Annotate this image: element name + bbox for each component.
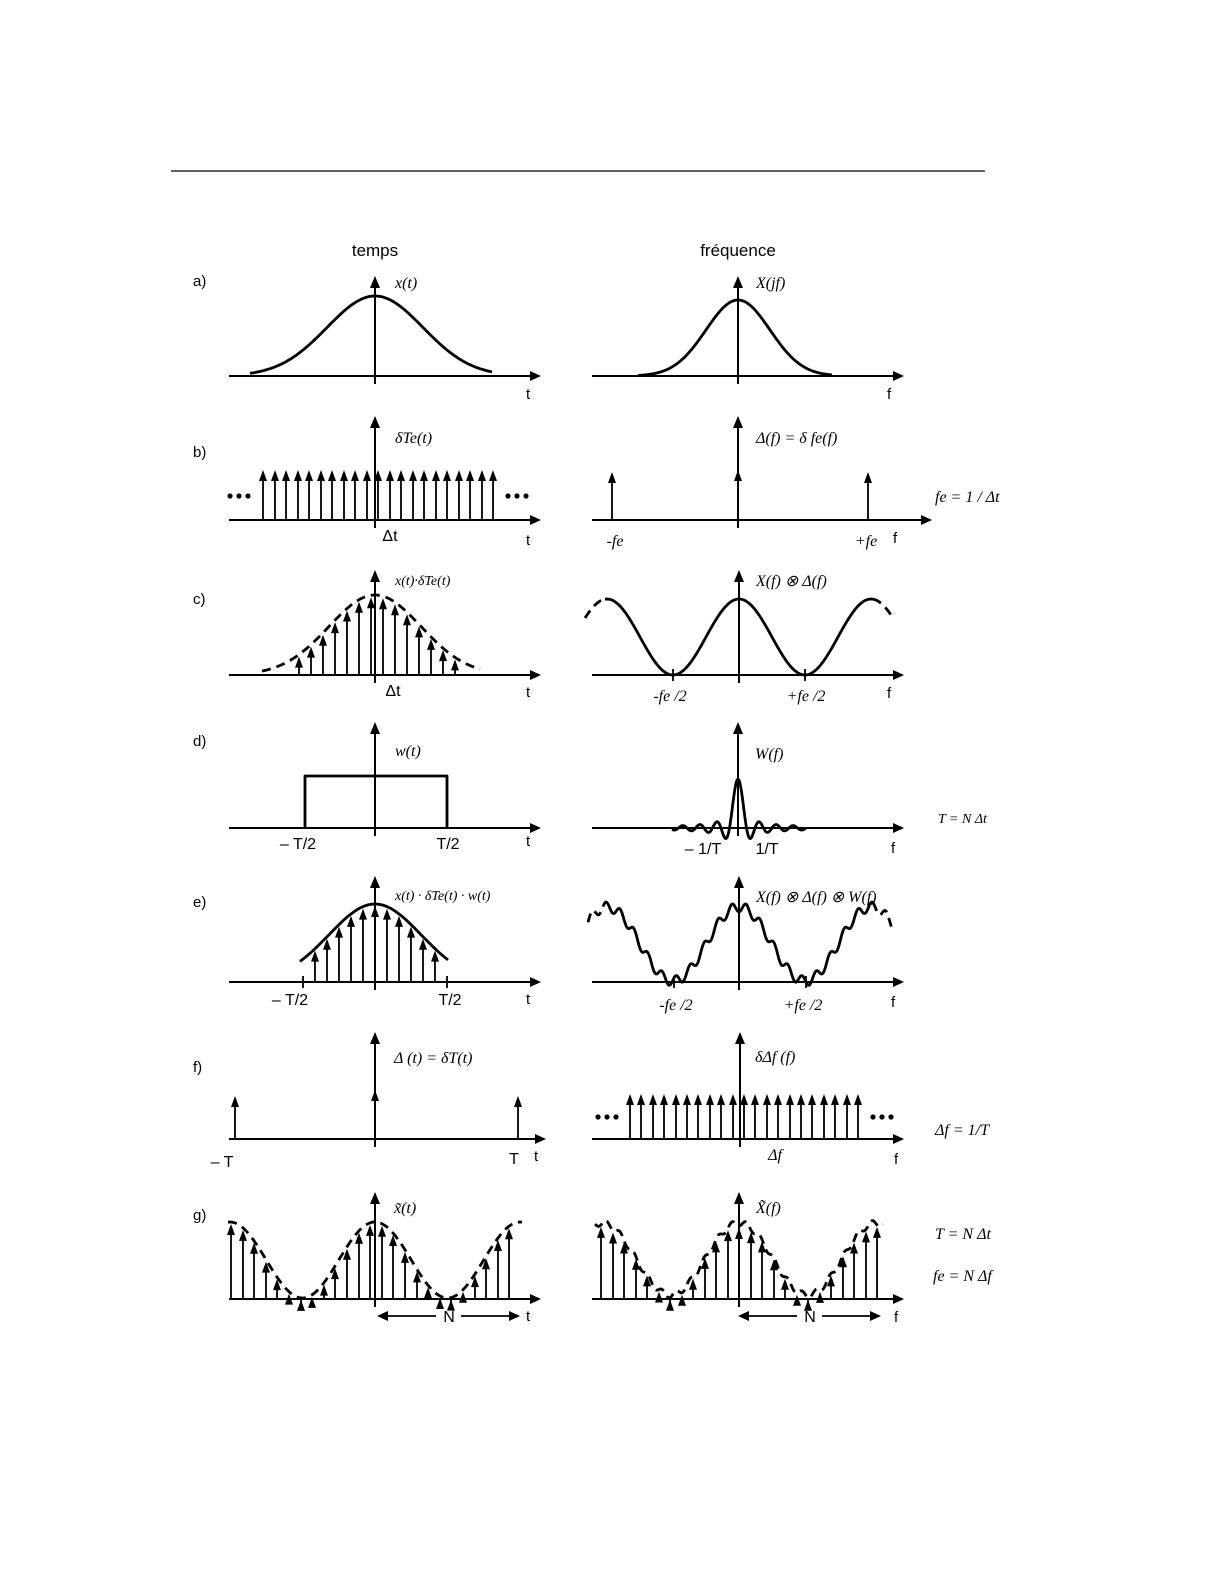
impulse <box>439 650 447 675</box>
impulse <box>391 604 399 675</box>
impulse <box>409 470 417 520</box>
impulse <box>637 1094 645 1139</box>
impulse <box>864 472 872 520</box>
impulse <box>295 657 303 675</box>
ellipsis-dot <box>523 493 528 498</box>
panel-a-time <box>229 275 541 403</box>
impulse <box>259 470 267 520</box>
impulse <box>343 1249 351 1299</box>
impulse <box>432 470 440 520</box>
panel-f-freq-title: δΔf (f) <box>755 1049 796 1066</box>
impulse <box>793 1295 801 1306</box>
ellipsis-dot <box>888 1114 893 1119</box>
ellipsis-dot <box>245 493 250 498</box>
impulse <box>366 1225 374 1299</box>
panel-f-time-title: Δ (t) = δT(t) <box>394 1050 473 1067</box>
time-axis-label-d: t <box>526 833 531 850</box>
impulse <box>311 951 319 982</box>
panel-d-freq <box>592 722 904 858</box>
ellipsis-dot <box>604 1114 609 1119</box>
impulse <box>808 1094 816 1139</box>
impulse <box>328 470 336 520</box>
impulse <box>820 1094 828 1139</box>
impulse <box>451 659 459 675</box>
impulse <box>735 1228 743 1299</box>
impulse <box>317 470 325 520</box>
dashed-rippled-right <box>873 903 894 932</box>
time-axis-label-c: t <box>526 684 531 701</box>
tick-minus-fe-half-c: -fe /2 <box>653 688 687 705</box>
side-note-t-n-dt-d: T = N Δt <box>938 812 987 827</box>
impulse <box>340 470 348 520</box>
impulse <box>466 470 474 520</box>
impulse <box>297 1299 305 1311</box>
panel-e-freq-title: X(f) ⊗ Δ(f) ⊗ W(f) <box>756 889 877 906</box>
gaussian-curve-freq <box>638 300 832 375</box>
impulse <box>389 1235 397 1299</box>
ellipsis-dot <box>514 493 519 498</box>
impulse <box>609 1232 617 1299</box>
panel-f-freq <box>592 1032 904 1168</box>
impulse <box>397 470 405 520</box>
panel-a-time-title: x(t) <box>395 275 418 292</box>
impulse <box>620 1242 628 1299</box>
impulse <box>459 1292 467 1303</box>
time-axis-label-g: t <box>526 1308 531 1325</box>
freq-axis-label-d: f <box>891 840 896 857</box>
panel-label-c: c) <box>193 591 206 608</box>
time-axis-label-e: t <box>526 991 531 1008</box>
impulse <box>678 1295 686 1306</box>
panel-f-time <box>211 1032 546 1171</box>
panel-label-d: d) <box>193 733 207 750</box>
tick-minus-fe-half-e: -fe /2 <box>659 997 693 1014</box>
impulse <box>395 916 403 982</box>
impulse <box>239 1230 247 1299</box>
panel-g-freq-title: X̃(f) <box>756 1200 781 1217</box>
tick-minus-t-half-d: – T/2 <box>279 836 317 853</box>
impulse <box>747 1232 755 1299</box>
panel-a-freq <box>592 275 904 403</box>
panel-g-time <box>227 1192 541 1326</box>
impulse <box>282 470 290 520</box>
panel-b-time <box>227 416 541 549</box>
impulse <box>355 1233 363 1299</box>
header-time: temps <box>351 241 399 260</box>
panel-label-f: f) <box>193 1059 203 1076</box>
impulse <box>689 1279 697 1299</box>
impulse <box>831 1094 839 1139</box>
impulse <box>386 470 394 520</box>
tick-t: T <box>509 1151 519 1168</box>
panel-c-time <box>229 570 541 701</box>
impulse <box>608 472 616 520</box>
impulse <box>455 470 463 520</box>
impulse <box>734 470 742 520</box>
impulse <box>505 1228 513 1299</box>
impulse <box>379 598 387 675</box>
n-span-arrow-time <box>377 1309 520 1326</box>
impulse <box>419 939 427 982</box>
impulse <box>335 927 343 982</box>
tick-minus-fe: -fe <box>606 533 624 550</box>
impulse <box>250 1243 258 1299</box>
impulse <box>712 1241 720 1299</box>
impulse <box>660 1094 668 1139</box>
impulse <box>763 1094 771 1139</box>
ellipsis-dot <box>595 1114 600 1119</box>
impulse <box>827 1275 835 1299</box>
impulse <box>367 597 375 675</box>
time-axis-label-f: t <box>534 1148 539 1165</box>
freq-axis-label-b: f <box>893 530 898 547</box>
side-note-fe-n-df: fe = N Δf <box>933 1268 992 1285</box>
side-note-fe: fe = 1 / Δt <box>935 489 1000 506</box>
impulse <box>514 1096 522 1139</box>
dashed-spectrum-right <box>873 599 893 618</box>
impulse <box>320 1285 328 1299</box>
ellipsis-dot <box>870 1114 875 1119</box>
impulse <box>724 1230 732 1299</box>
impulse <box>632 1259 640 1299</box>
panel-c-freq <box>585 570 904 705</box>
freq-axis-label-g: f <box>894 1309 899 1326</box>
ellipsis-dot <box>227 493 232 498</box>
time-axis-label-a: t <box>526 386 531 403</box>
n-label-freq: N <box>804 1309 816 1326</box>
impulse <box>489 470 497 520</box>
panel-g-time-title: x̃(t) <box>394 1200 417 1217</box>
tick-delta-t-b: Δt <box>382 528 398 545</box>
impulse <box>740 1094 748 1139</box>
impulse <box>751 1094 759 1139</box>
impulse <box>271 470 279 520</box>
panel-e-time <box>229 876 541 1009</box>
tick-plus-fe: +fe <box>854 533 878 550</box>
panel-label-e: e) <box>193 894 207 911</box>
tick-t-half-d: T/2 <box>436 836 460 853</box>
impulse <box>597 1227 605 1299</box>
freq-axis-label-a: f <box>887 386 892 403</box>
tick-minus-1-over-t: – 1/T <box>684 841 722 858</box>
impulse <box>305 470 313 520</box>
impulse <box>343 611 351 675</box>
panel-a-freq-title: X(jf) <box>756 275 786 292</box>
impulse <box>694 1094 702 1139</box>
impulse <box>482 1258 490 1299</box>
n-span-arrow-freq <box>738 1309 881 1326</box>
impulse <box>774 1094 782 1139</box>
impulse <box>816 1292 824 1303</box>
tick-delta-t-c: Δt <box>385 683 401 700</box>
impulse <box>355 602 363 675</box>
panel-label-b: b) <box>193 444 207 461</box>
impulse <box>371 1090 379 1139</box>
impulse <box>666 1299 674 1311</box>
impulse <box>347 916 355 982</box>
side-note-delta-f: Δf = 1/T <box>935 1122 989 1139</box>
impulse <box>797 1094 805 1139</box>
impulse <box>843 1094 851 1139</box>
freq-axis-label-e: f <box>891 994 896 1011</box>
impulse <box>717 1094 725 1139</box>
impulse <box>323 939 331 982</box>
impulse <box>294 470 302 520</box>
panel-label-a: a) <box>193 273 207 290</box>
impulse <box>307 647 315 675</box>
impulse <box>401 1252 409 1299</box>
header-freq: fréquence <box>700 241 776 260</box>
impulse <box>227 1224 235 1299</box>
panel-d-time <box>229 722 541 853</box>
impulse <box>478 470 486 520</box>
impulse <box>873 1227 881 1299</box>
panel-e-time-title: x(t) · δTe(t) · w(t) <box>395 889 491 904</box>
impulse <box>378 1226 386 1299</box>
ellipsis-dot <box>236 493 241 498</box>
impulse <box>431 951 439 982</box>
ellipsis-dot <box>505 493 510 498</box>
impulse <box>781 1279 789 1299</box>
dashed-rippled-left <box>588 902 606 922</box>
impulse <box>862 1231 870 1299</box>
impulse <box>403 614 411 675</box>
panel-e-freq <box>588 876 904 1014</box>
impulse <box>706 1094 714 1139</box>
impulse <box>407 927 415 982</box>
impulse <box>786 1094 794 1139</box>
panel-d-freq-title: W(f) <box>755 746 784 763</box>
tick-1-over-t: 1/T <box>755 841 779 858</box>
impulse <box>420 470 428 520</box>
side-note-t-n-dt-g: T = N Δt <box>935 1226 991 1243</box>
impulse <box>351 470 359 520</box>
impulse <box>319 635 327 675</box>
freq-axis-label-c: f <box>887 685 892 702</box>
panel-label-g: g) <box>193 1207 207 1224</box>
panel-b-freq-title: Δ(f) = δ fe(f) <box>756 430 838 447</box>
tick-plus-fe-half-c: +fe /2 <box>786 688 826 705</box>
impulse <box>371 906 379 982</box>
impulse <box>363 470 371 520</box>
impulse <box>262 1262 270 1299</box>
impulse <box>683 1094 691 1139</box>
impulse <box>443 470 451 520</box>
time-axis-label-b: t <box>526 532 531 549</box>
impulse <box>427 639 435 675</box>
panel-d-time-title: w(t) <box>395 743 421 760</box>
panel-c-time-title: x(t)·δTe(t) <box>395 574 451 589</box>
gaussian-curve-time <box>250 296 492 373</box>
impulse <box>672 1094 680 1139</box>
impulse <box>415 626 423 675</box>
panel-b-time-title: δTe(t) <box>395 430 433 447</box>
tick-minus-t-half-e: – T/2 <box>271 992 309 1009</box>
tick-plus-fe-half-e: +fe /2 <box>783 997 823 1014</box>
tick-t-half-e: T/2 <box>438 992 462 1009</box>
impulse <box>383 909 391 982</box>
tick-minus-t: – T <box>210 1154 234 1171</box>
impulse <box>854 1094 862 1139</box>
impulse <box>701 1258 709 1299</box>
impulse <box>494 1240 502 1299</box>
dashed-spectrum-left <box>585 599 605 618</box>
impulse <box>850 1242 858 1299</box>
panel-c-freq-title: X(f) ⊗ Δ(f) <box>756 573 827 590</box>
impulse <box>649 1094 657 1139</box>
impulse <box>331 622 339 675</box>
impulse <box>626 1094 634 1139</box>
tick-delta-f: Δf <box>768 1147 782 1164</box>
panel-b-freq <box>592 416 932 550</box>
impulse <box>729 1094 737 1139</box>
panel-g-freq <box>592 1192 904 1326</box>
ellipsis-dot <box>613 1114 618 1119</box>
freq-axis-label-f: f <box>894 1151 899 1168</box>
impulse <box>655 1291 663 1302</box>
impulse <box>359 909 367 982</box>
n-label-time: N <box>443 1309 455 1326</box>
ellipsis-dot <box>879 1114 884 1119</box>
impulse <box>231 1096 239 1139</box>
